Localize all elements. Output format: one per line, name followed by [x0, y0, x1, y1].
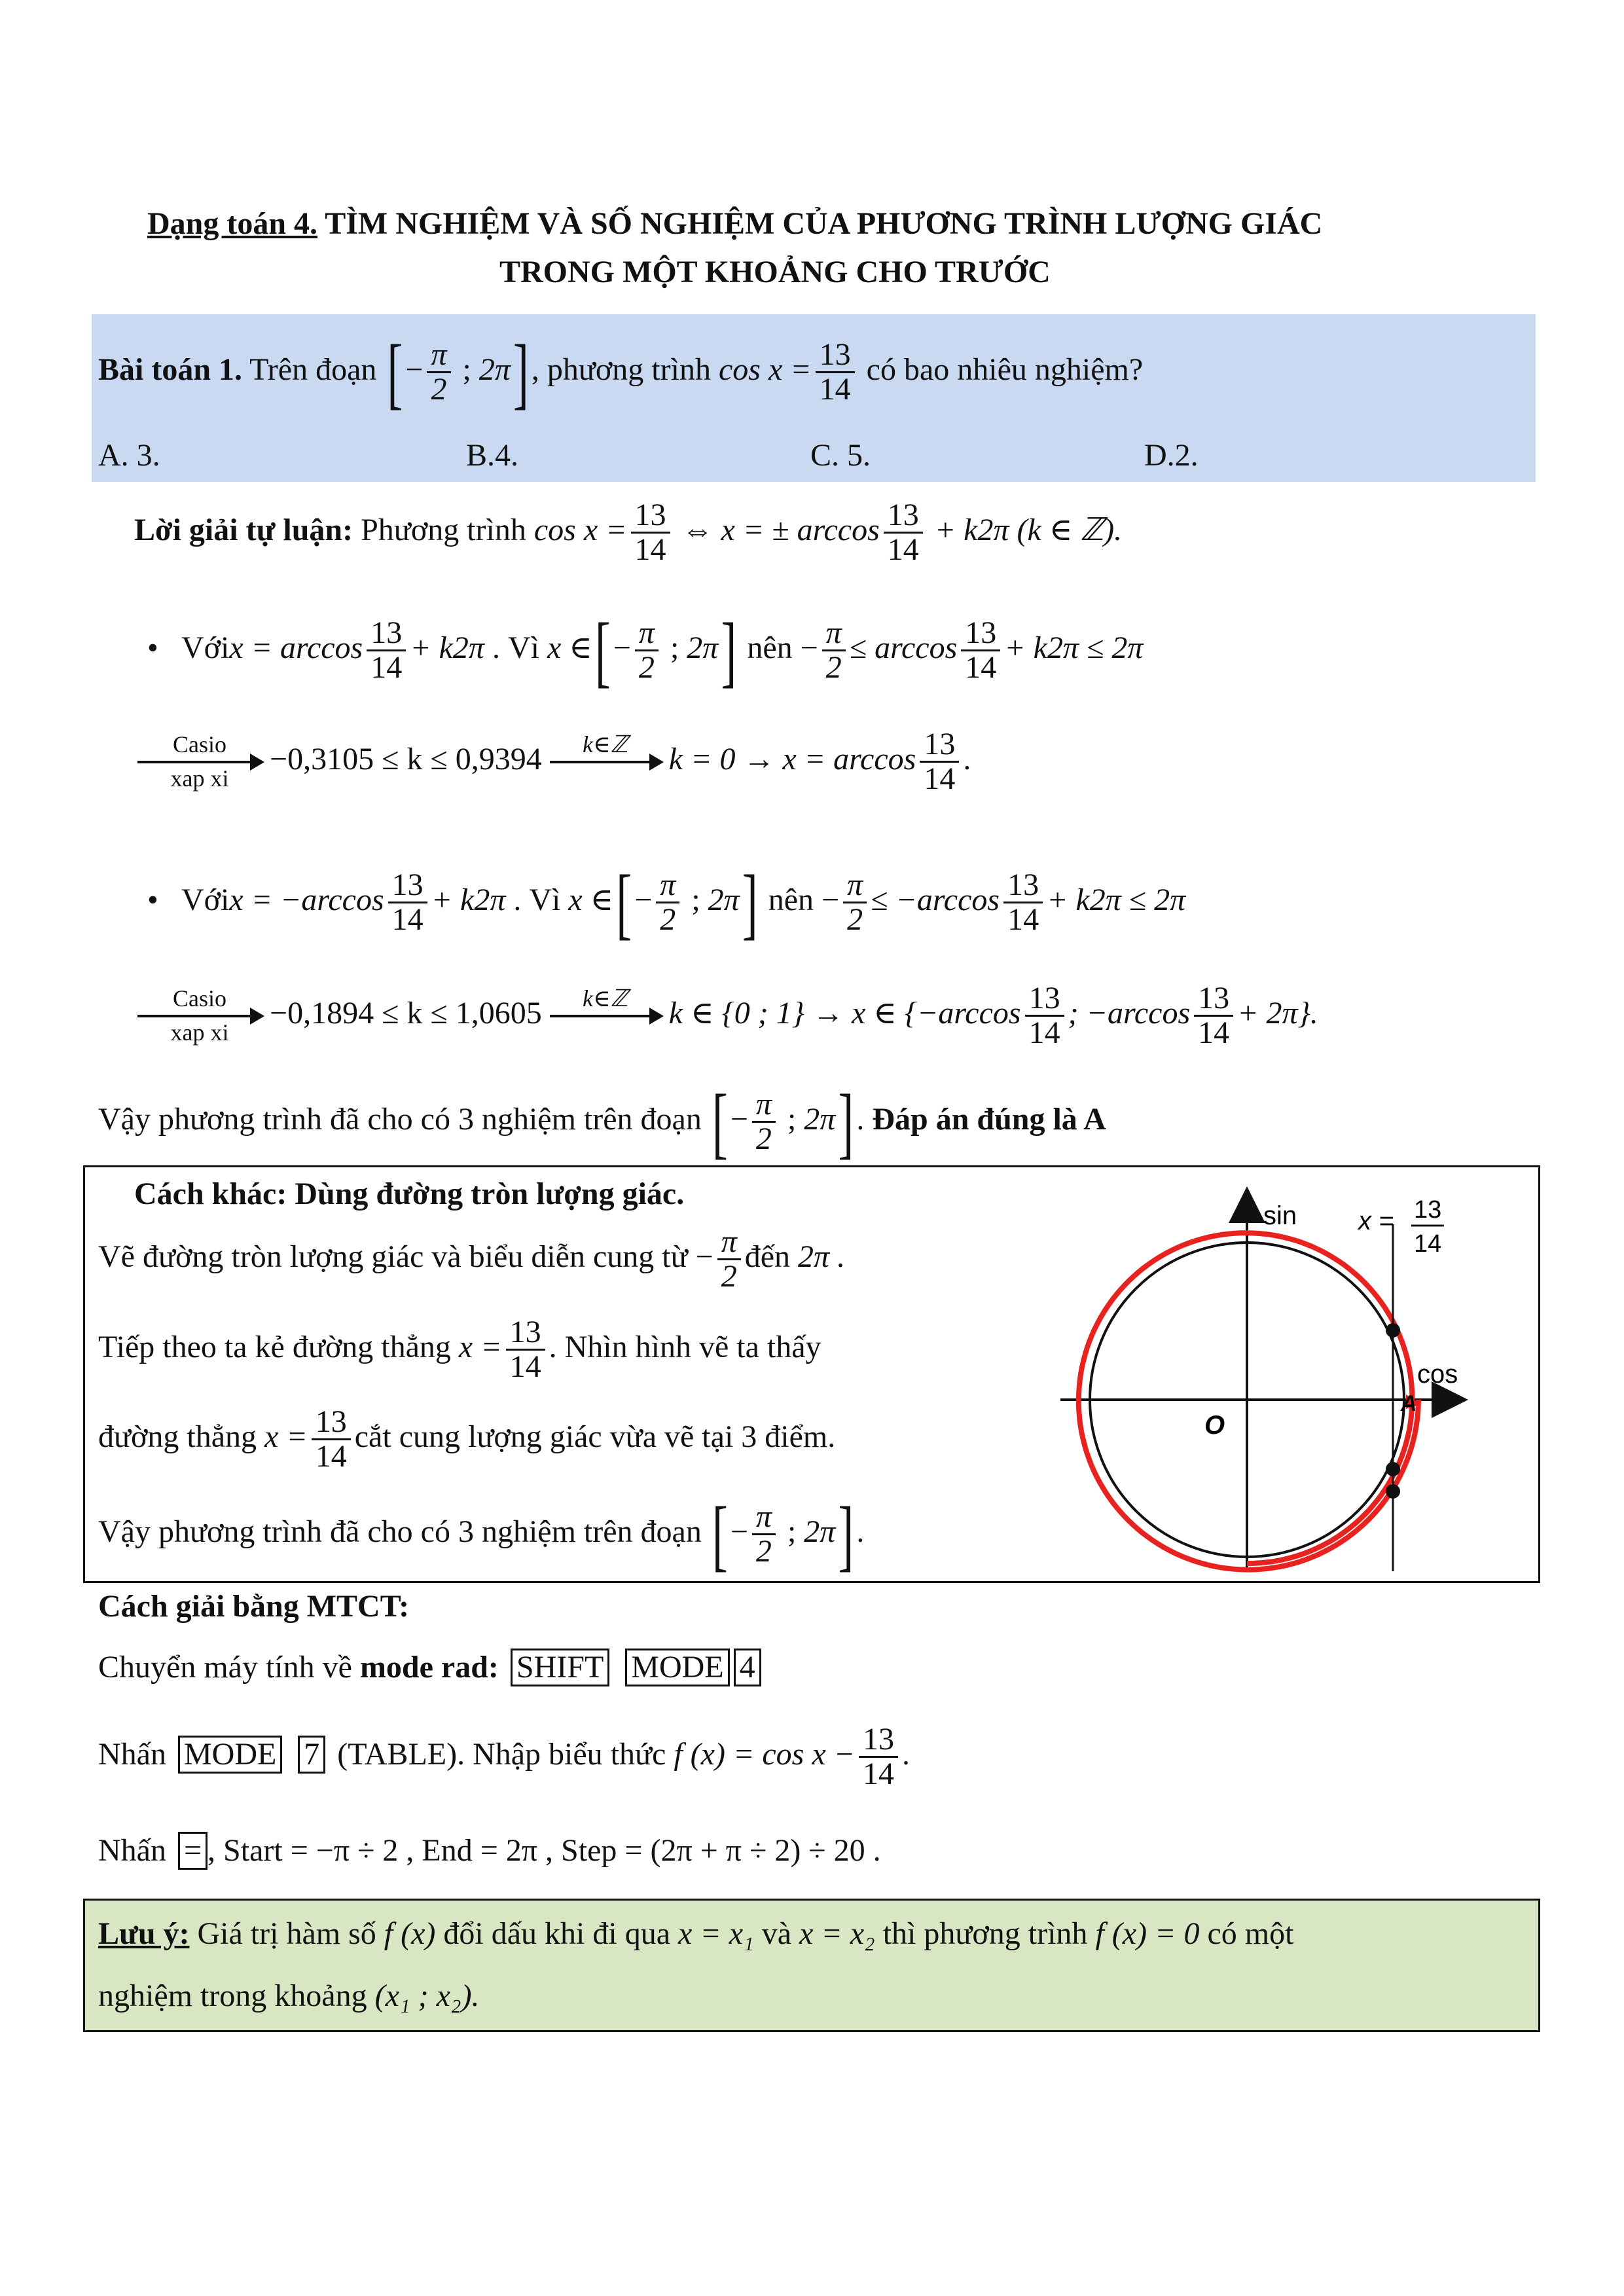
cos-label: cos [1417, 1360, 1458, 1389]
alt-line1: Vẽ đường tròn lượng giác và biểu diễn cung từ − $\frac{\pi}{2}$ đến 2π . [98, 1224, 846, 1294]
alt-line4: Vậy phương trình đã cho có 3 nghiệm trên đoạn [− $\frac{\pi}{2}$ ; 2π]. [98, 1489, 865, 1579]
note-label: Lưu ý: [98, 1916, 190, 1951]
alt-line3: đường thẳng x = $\frac{13}{14}$ cắt cung lượng giác vừa vẽ tại 3 điểm. [98, 1404, 836, 1474]
title-line1: TÌM NGHIỆM VÀ SỐ NGHIỆM CỦA PHƯƠNG TRÌNH LƯỢNG GIÁC [325, 206, 1323, 241]
intersection-point-1 [1386, 1323, 1400, 1338]
note-line2: nghiệm trong khoảng (x₁ ; x₂). [98, 1978, 480, 2013]
origin-label: O [1204, 1411, 1225, 1440]
calc-line1: Chuyển máy tính về mode rad: SHIFT MODE 4 [98, 1649, 765, 1686]
alt-heading: Cách khác: Dùng đường tròn lượng giác. [134, 1176, 685, 1211]
page-subtitle: TRONG MỘT KHOẢNG CHO TRƯỚC [499, 255, 1051, 289]
calc-heading: Cách giải bằng MTCT: [98, 1589, 410, 1624]
intersection-point-3 [1386, 1484, 1400, 1499]
key-mode: MODE [625, 1649, 729, 1686]
problem-statement: Bài toán 1. Trên đoạn [− $\frac{\pi}{2}$ ; 2π], phương trình cos x = $\frac{13}{14}$ có bao nhiêu nghiệm? [98, 327, 1144, 417]
problem-text-c: có bao nhiêu nghiệm? [866, 352, 1144, 387]
problem-text-b: , phương trình [531, 352, 711, 387]
title-lead: Dạng toán 4. [147, 206, 318, 241]
point-a-label: A [1401, 1391, 1417, 1416]
key-shift: SHIFT [511, 1649, 609, 1686]
key-mode-2: MODE [178, 1736, 282, 1774]
case1-line2: Casio xap xi −0,3105 ≤ k ≤ 0,9394 k∈ℤ k = 0 → x = arccos $\frac{13}{14}$ . [137, 714, 971, 805]
problem-text-a: Trên đoạn [249, 352, 377, 387]
conclusion: Vậy phương trình đã cho có 3 nghiệm trên đoạn [− $\frac{\pi}{2}$ ; 2π]. Đáp án đúng là A [98, 1077, 1106, 1167]
case1-line1: • Vớix = arccos $\frac{13}{14}$ + k2π . Vì x ∈[− $\frac{\pi}{2}$ ; 2π] nên − $\frac{\pi}{2}$ ≤ arccos $\frac{13}{14}$ + k2π ≤ 2π [147, 606, 1144, 695]
note-line1: Lưu ý: Giá trị hàm số f (x) đổi dấu khi đi qua x = x₁ và x = x₂ thì phương trình f (x) = 0 có một [98, 1916, 1294, 1951]
case2-line2: Casio xap xi −0,1894 ≤ k ≤ 1,0605 k∈ℤ k ∈ {0 ; 1} → x ∈ {−arccos $\frac{13}{14}$ ; −arccos $\frac{13}{14}$ + 2π}. [137, 968, 1318, 1059]
red-arc [1079, 1233, 1418, 1569]
answer-text: Đáp án đúng là A [872, 1102, 1106, 1137]
calc-line3: Nhấn = , Start = −π ÷ 2 , End = 2π , Step = (2π + π ÷ 2) ÷ 20 . [98, 1832, 881, 1870]
option-b: B.4. [466, 438, 519, 473]
key-equals: = [178, 1832, 208, 1870]
key-4: 4 [734, 1649, 761, 1686]
solution-label: Lời giải tự luận: [134, 513, 353, 547]
unit-circle-figure [1047, 1178, 1532, 1584]
calc-line2: Nhấn MODE 7 (TABLE). Nhập biểu thức f (x) = cos x − $\frac{13}{14}$ . [98, 1722, 911, 1792]
solution-intro: Lời giải tự luận: Phương trình cos x = $\frac{13}{14}$ ⇔ x = ± arccos $\frac{13}{14}$ + k2π (k ∈ ℤ). [134, 498, 1123, 568]
option-c: C. 5. [810, 438, 871, 473]
sin-label: sin [1263, 1201, 1297, 1230]
page-title [147, 208, 1322, 240]
option-a: A. 3. [98, 438, 160, 473]
line-label-den: 14 [1414, 1230, 1442, 1258]
problem-equation: cos x = [718, 352, 812, 387]
line-label-num: 13 [1414, 1196, 1442, 1224]
line-label: x = [1358, 1207, 1394, 1235]
case2-line1: • Vớix = −arccos $\frac{13}{14}$ + k2π . Vì x ∈[− $\frac{\pi}{2}$ ; 2π] nên − $\frac{\pi}{2}$ ≤ −arccos $\frac{13}{14}$ + k2π ≤ 2π [147, 858, 1186, 947]
option-d: D.2. [1144, 438, 1199, 473]
key-7: 7 [298, 1736, 325, 1774]
problem-label: Bài toán 1. [98, 352, 243, 387]
alt-line2: Tiếp theo ta kẻ đường thẳng x = $\frac{13}{14}$ . Nhìn hình vẽ ta thấy [98, 1315, 821, 1385]
intersection-point-2 [1386, 1462, 1400, 1476]
